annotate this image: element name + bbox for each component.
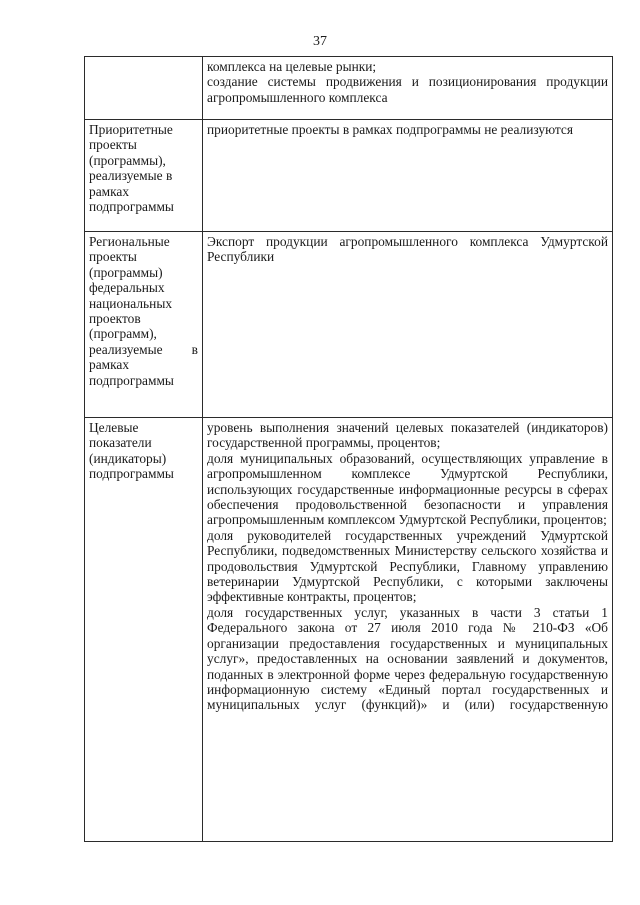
- table-row-continuation: [85, 57, 613, 120]
- label-line: (программы): [89, 264, 163, 280]
- label-line: показатели: [89, 435, 152, 451]
- value-paragraph: приоритетные проекты в рамках подпрограммы не реализуются: [207, 122, 574, 137]
- label-line: реализуемые в: [89, 341, 198, 357]
- row-value-priority-projects: [203, 120, 613, 232]
- label-line: проектов: [89, 311, 141, 327]
- label-line: проекты: [89, 249, 137, 265]
- label-line: подпрограммы: [89, 466, 174, 482]
- row-label-regional-projects: [85, 232, 203, 418]
- label-line: (программ),: [89, 326, 157, 342]
- table-row-target-indicators: [85, 418, 613, 842]
- label-line: подпрограммы: [89, 199, 174, 215]
- label-line: федеральных: [89, 280, 165, 296]
- table-row-priority-projects: [85, 120, 613, 232]
- value-paragraph: комплекса на целевые рынки;: [207, 59, 377, 74]
- label-line: национальных: [89, 295, 173, 311]
- value-paragraph: уровень выполнения значений целевых показателей (индикаторов) государственной программы, процентов;: [207, 420, 608, 451]
- label-line: проекты: [89, 137, 137, 153]
- row-value-target-indicators: [203, 418, 613, 842]
- label-line: (программы),: [89, 152, 166, 168]
- table-row-regional-projects: [85, 232, 613, 418]
- label-line: Приоритетные: [89, 122, 173, 137]
- label-line: рамках: [89, 357, 130, 373]
- label-line: подпрограммы: [89, 372, 174, 388]
- passport-table: [84, 56, 613, 842]
- value-paragraph: Экспорт продукции агропромышленного комплекса Удмуртской Республики: [207, 234, 608, 265]
- value-paragraph: доля руководителей государственных учреждений Удмуртской Республики, подведомственных Министерству сельского хозяйства и продовольствия Удмуртской Республики, Главному управлению ветеринарии Удмуртской Республики, с которыми заключены эффективные контракты, процентов;: [207, 527, 608, 605]
- value-paragraph: доля муниципальных образований, осуществляющих управление в агропромышленном комплексе Удмуртской Республики, использующих государственные информационные ресурсы в сферах обеспечения продовольственной безопасности и управления агропромышленным комплексом Удмуртской Республики, процентов;: [207, 450, 608, 528]
- label-line: реализуемые в: [89, 168, 173, 184]
- row-label-empty: [85, 57, 203, 120]
- label-line: (индикаторы): [89, 450, 167, 466]
- value-paragraph: создание системы продвижения и позиционирования продукции агропромышленного комплекса: [207, 74, 608, 105]
- row-label-priority-projects: [85, 120, 203, 232]
- label-line: рамках: [89, 183, 130, 199]
- row-label-target-indicators: [85, 418, 203, 842]
- page-number: 37: [313, 34, 327, 49]
- row-value-regional-projects: [203, 232, 613, 418]
- value-paragraph: доля государственных услуг, указанных в части 3 статьи 1 Федерального закона от 27 июля 2010 года № 210-ФЗ «Об организации предоставления государственных и муниципальных услуг», предоставленных на основании заявлений и документов, поданных в электронной форме через федеральную государственную информационную систему «Единый портал государственных и муниципальных услуг (функций)» и (или) государственную: [207, 604, 608, 713]
- label-line: Целевые: [89, 420, 139, 435]
- row-value-market-promotion: [203, 57, 613, 120]
- label-line: Региональные: [89, 234, 170, 249]
